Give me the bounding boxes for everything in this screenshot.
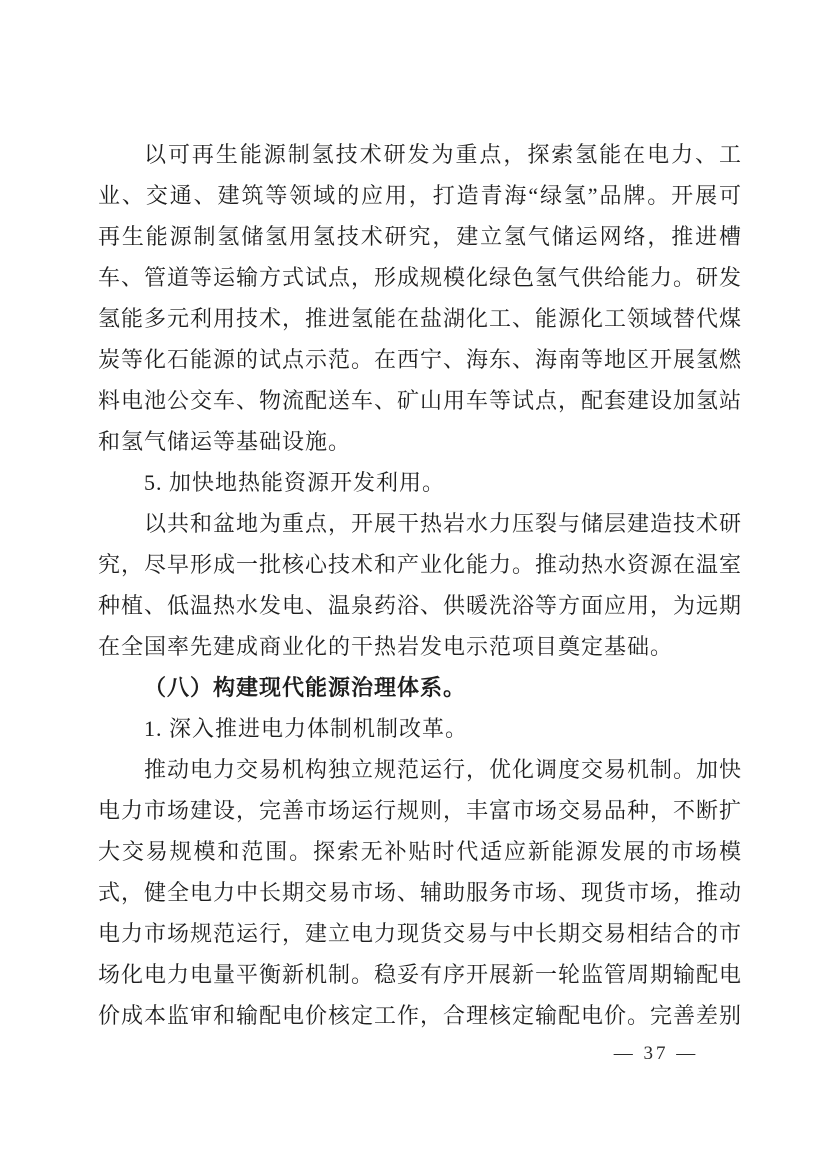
- text-line: 电力市场建设，完善市场运行规则，丰富市场交易品种，不断扩: [98, 798, 742, 823]
- text-line: 式，健全电力中长期交易市场、辅助服务市场、现货市场，推动: [98, 880, 742, 905]
- text-line: 推动电力交易机构独立规范运行，优化调度交易机制。加快: [144, 757, 742, 782]
- text-line: 以可再生能源制氢技术研发为重点，探索氢能在电力、工: [144, 142, 742, 167]
- text-line: 氢能多元利用技术，推进氢能在盐湖化工、能源化工领域替代煤: [98, 306, 742, 331]
- text-line: 车、管道等运输方式试点，形成规模化绿色氢气供给能力。研发: [98, 265, 742, 290]
- text-line: 料电池公交车、物流配送车、矿山用车等试点，配套建设加氢站: [98, 388, 742, 413]
- text-line: 电力市场规范运行，建立电力现货交易与中长期交易相结合的市: [98, 921, 742, 946]
- text-line: 究，尽早形成一批核心技术和产业化能力。推动热水资源在温室: [98, 552, 742, 577]
- document-body: [98, 134, 742, 1036]
- text-line: 业、交通、建筑等领域的应用，打造青海“绿氢”品牌。开展可: [98, 183, 742, 208]
- text-line: 种植、低温热水发电、温泉药浴、供暖洗浴等方面应用，为远期: [98, 593, 742, 618]
- text-line: 再生能源制氢储氢用氢技术研究，建立氢气储运网络，推进槽: [98, 224, 742, 249]
- text-line: 和氢气储运等基础设施。: [98, 429, 352, 454]
- numbered-item-heading-1: 1. 深入推进电力体制机制改革。: [144, 716, 469, 741]
- text-line: 在全国率先建成商业化的干热岩发电示范项目奠定基础。: [98, 634, 674, 659]
- text-line: 炭等化石能源的试点示范。在西宁、海东、海南等地区开展氢燃: [98, 347, 742, 372]
- page-number: — 37 —: [613, 1043, 699, 1064]
- text-line: 场化电力电量平衡新机制。稳妥有序开展新一轮监管周期输配电: [98, 962, 742, 987]
- text-line: 价成本监审和输配电价核定工作，合理核定输配电价。完善差别: [98, 1003, 742, 1028]
- text-line: 大交易规模和范围。探索无补贴时代适应新能源发展的市场模: [98, 839, 742, 864]
- text-line: 以共和盆地为重点，开展干热岩水力压裂与储层建造技术研: [144, 511, 742, 536]
- numbered-item-heading-5: 5. 加快地热能资源开发利用。: [144, 470, 446, 495]
- section-heading-8: （八）构建现代能源治理体系。: [144, 675, 467, 700]
